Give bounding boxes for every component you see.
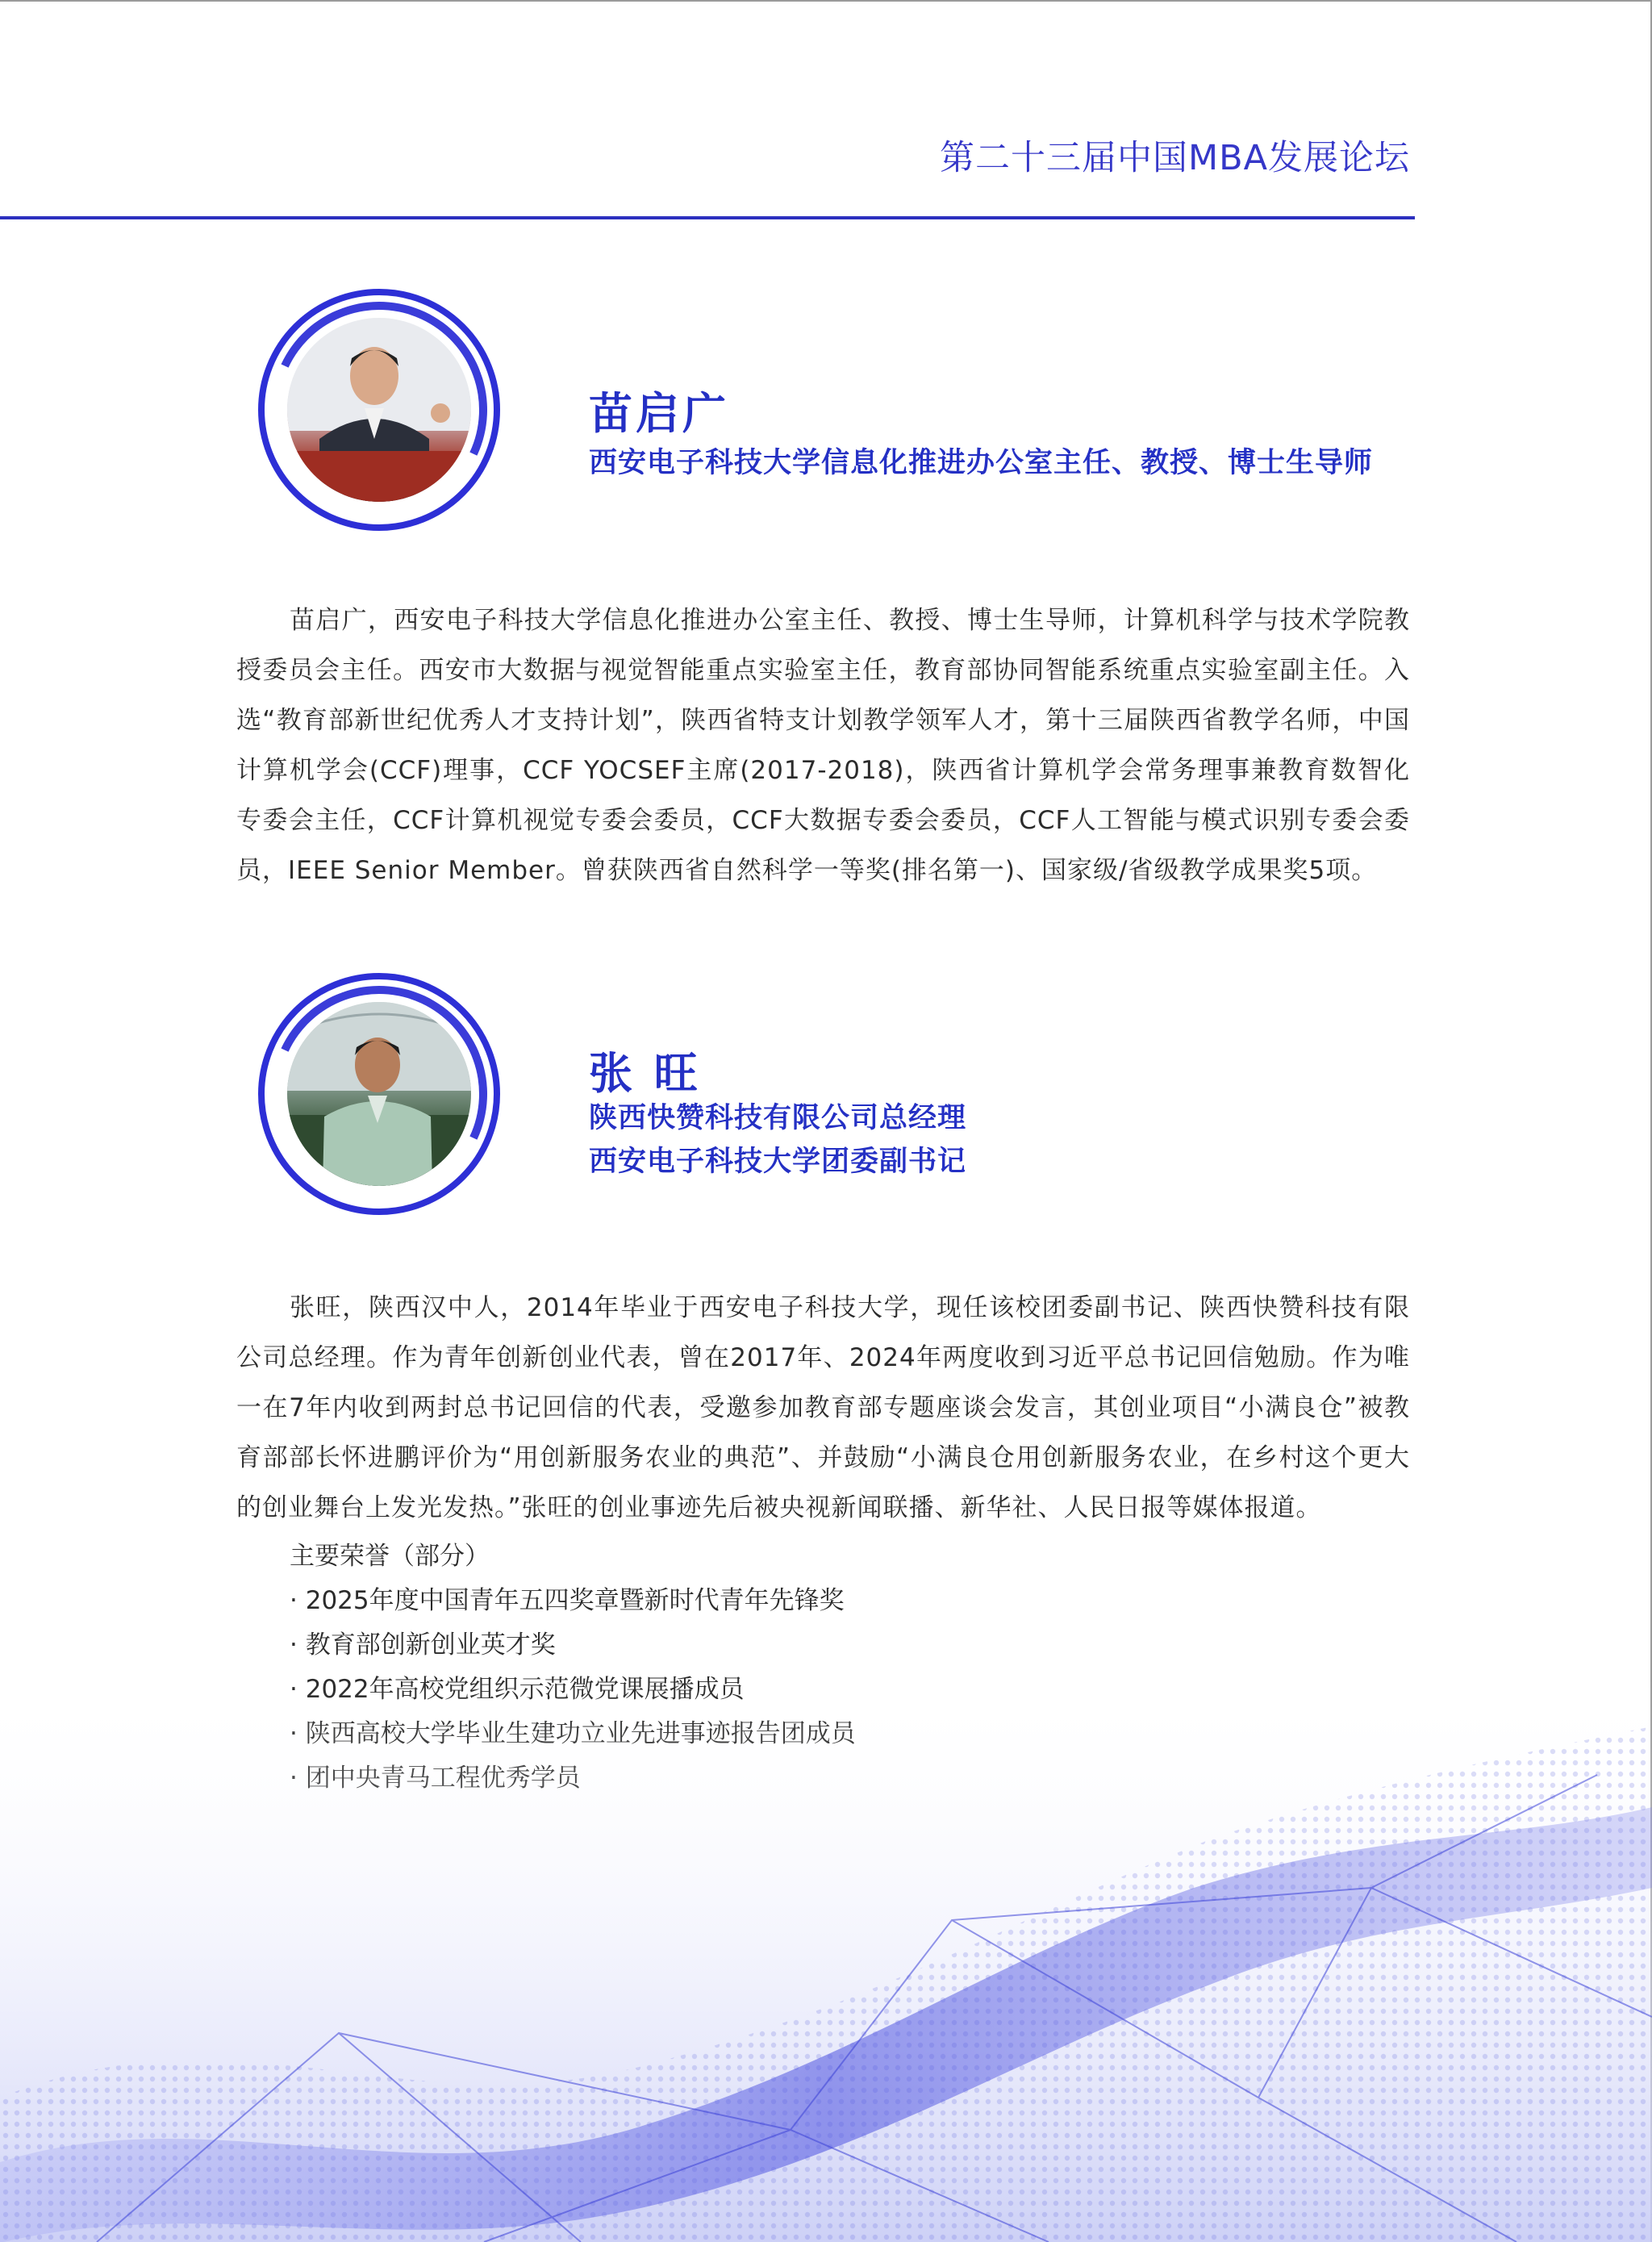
person-title: 陕西快赞科技有限公司总经理 (589, 1102, 967, 1134)
header-rule (0, 216, 1415, 219)
bio-paragraph: 苗启广，西安电子科技大学信息化推进办公室主任、教授、博士生导师，计算机科学与技术学院教授委员会主任。西安市大数据与视觉智能重点实验室主任，教育部协同智能系统重点实验室副主任。入选“教育部新世纪优秀人才支持计划”，陕西省特支计划教学领军人才，第十三届陕西省教学名师，中国计算机学会(CCF)理事，CCF YOCSEF主席(2017-2018)，陕西省计算机学会常务理事兼教育数智化专委会主任，CCF计算机视觉专委会委员，CCF大数据专委会委员，CCF人工智能与模式识别专委会委员，IEEE Senior Member。曾获陕西省自然科学一等奖(排名第一)、国家级/省级教学成果奖5项。 (236, 606, 1410, 885)
portrait-illustration (287, 318, 471, 502)
person-bio (236, 1283, 1410, 1533)
person-name: 苗启广 (589, 388, 729, 439)
honor-item: · 2025年度中国青年五四奖章暨新时代青年先锋奖 (290, 1579, 856, 1623)
honors-heading: 主要荣誉（部分） (290, 1542, 490, 1571)
person-title: 西安电子科技大学团委副书记 (589, 1146, 967, 1178)
avatar-zhang (258, 973, 500, 1215)
honor-item: · 教育部创新创业英才奖 (290, 1623, 856, 1668)
header-title: 第二十三届中国MBA发展论坛 (939, 138, 1410, 178)
portrait-photo (287, 318, 471, 502)
person-bio (236, 595, 1410, 896)
bio-paragraph: 张旺，陕西汉中人，2014年毕业于西安电子科技大学，现任该校团委副书记、陕西快赞科技有限公司总经理。作为青年创新创业代表，曾在2017年、2024年两度收到习近平总书记回信勉励。作为唯一在7年内收到两封总书记回信的代表，受邀参加教育部专题座谈会发言，其创业项目“小满良仓”被教育部部长怀进鹏评价为“用创新服务农业的典范”、并鼓励“小满良仓用创新服务农业，在乡村这个更大的创业舞台上发光发热。”张旺的创业事迹先后被央视新闻联播、新华社、人民日报等媒体报道。 (236, 1293, 1410, 1522)
portrait-photo (287, 1002, 471, 1186)
portrait-illustration (287, 1002, 471, 1186)
avatar-miao (258, 289, 500, 531)
person-title: 西安电子科技大学信息化推进办公室主任、教授、博士生导师 (589, 447, 1374, 479)
person-name: 张 旺 (589, 1048, 701, 1099)
decorative-wave-background (0, 1678, 1652, 2242)
